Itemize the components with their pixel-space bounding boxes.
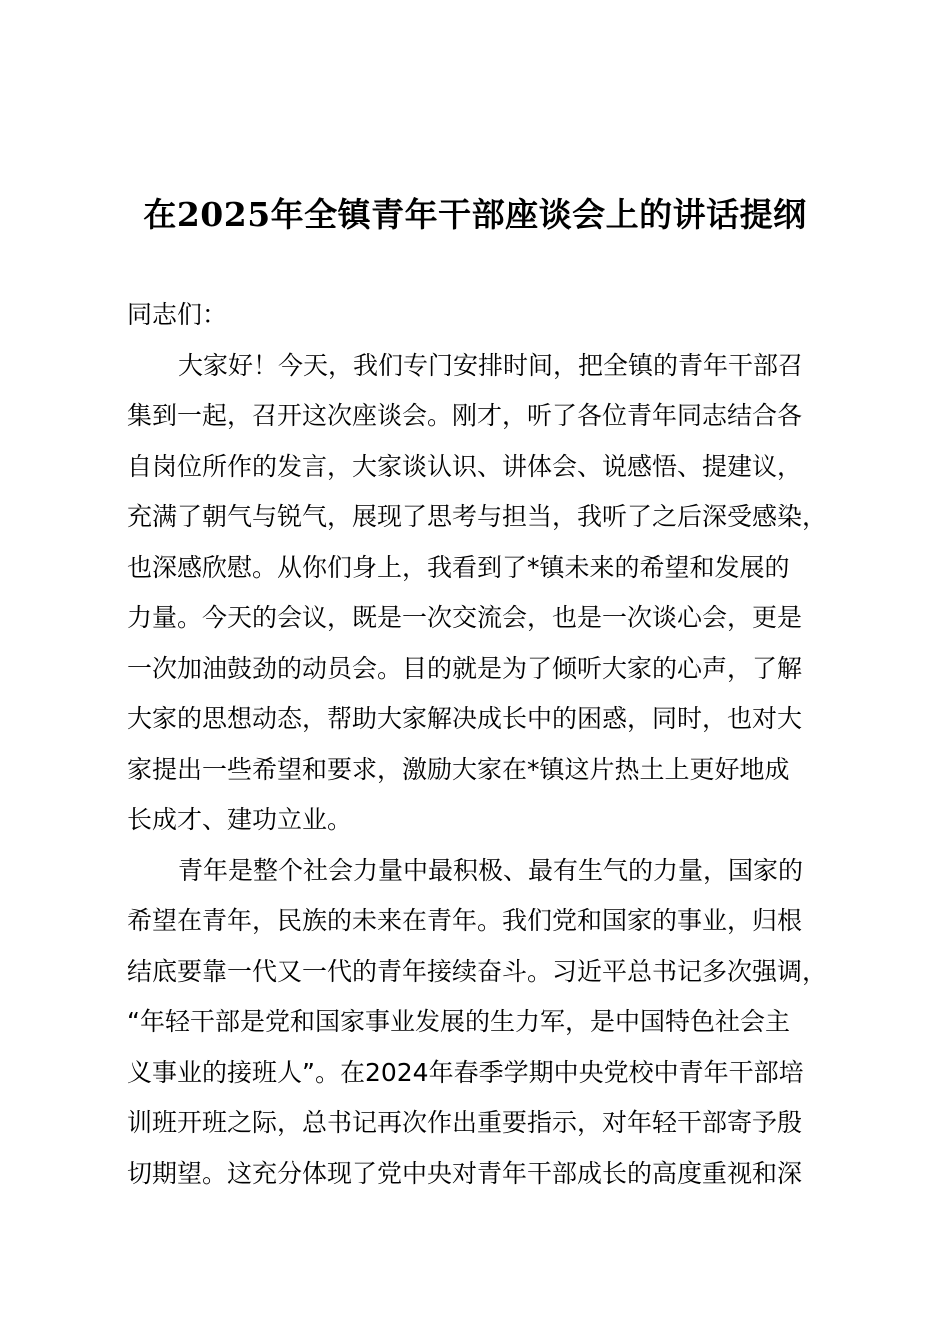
paragraph-line: 青年是整个社会力量中最积极、最有生气的力量，国家的: [178, 855, 804, 885]
salutation: 同志们：: [127, 300, 228, 329]
paragraph-2: [127, 846, 827, 1200]
document-title: 在2025年全镇青年干部座谈会上的讲话提纲: [143, 195, 807, 234]
paragraph-line: 训班开班之际，总书记再次作出重要指示，对年轻干部寄予殷: [127, 1108, 803, 1137]
paragraph-line: 义事业的接班人”。在2024年春季学期中央党校中青年干部培: [127, 1057, 804, 1087]
document-body: [127, 290, 827, 1199]
paragraph-line: 希望在青年，民族的未来在青年。我们党和国家的事业，归根: [127, 906, 803, 935]
paragraph-line: 大家的思想动态，帮助大家解决成长中的困惑，同时，也对大: [127, 704, 803, 733]
paragraph-line: 自岗位所作的发言，大家谈认识、讲体会、说感悟、提建议，: [127, 451, 803, 481]
paragraph-line: 集到一起，召开这次座谈会。刚才，听了各位青年同志结合各: [127, 401, 803, 430]
paragraph-line: 切期望。这充分体现了党中央对青年干部成长的高度重视和深: [127, 1158, 803, 1188]
paragraph-line: 力量。今天的会议，既是一次交流会，也是一次谈心会，更是: [127, 603, 803, 632]
paragraph-line: 家提出一些希望和要求，激励大家在*镇这片热土上更好地成: [127, 754, 790, 784]
paragraph-1: [127, 341, 827, 846]
paragraph-line: 大家好！今天，我们专门安排时间，把全镇的青年干部召: [178, 350, 804, 380]
paragraph-line: 长成才、建功立业。: [127, 805, 353, 834]
paragraph-line: 也深感欣慰。从你们身上，我看到了*镇未来的希望和发展的: [127, 552, 790, 582]
paragraph-line: 结底要靠一代又一代的青年接续奋斗。习近平总书记多次强调，: [127, 956, 828, 986]
paragraph-line: 充满了朝气与锐气，展现了思考与担当，我听了之后深受感染，: [127, 502, 828, 531]
paragraph-line: “年轻干部是党和国家事业发展的生力军，是中国特色社会主: [127, 1007, 790, 1036]
paragraph-line: 一次加油鼓劲的动员会。目的就是为了倾听大家的心声，了解: [127, 653, 803, 683]
